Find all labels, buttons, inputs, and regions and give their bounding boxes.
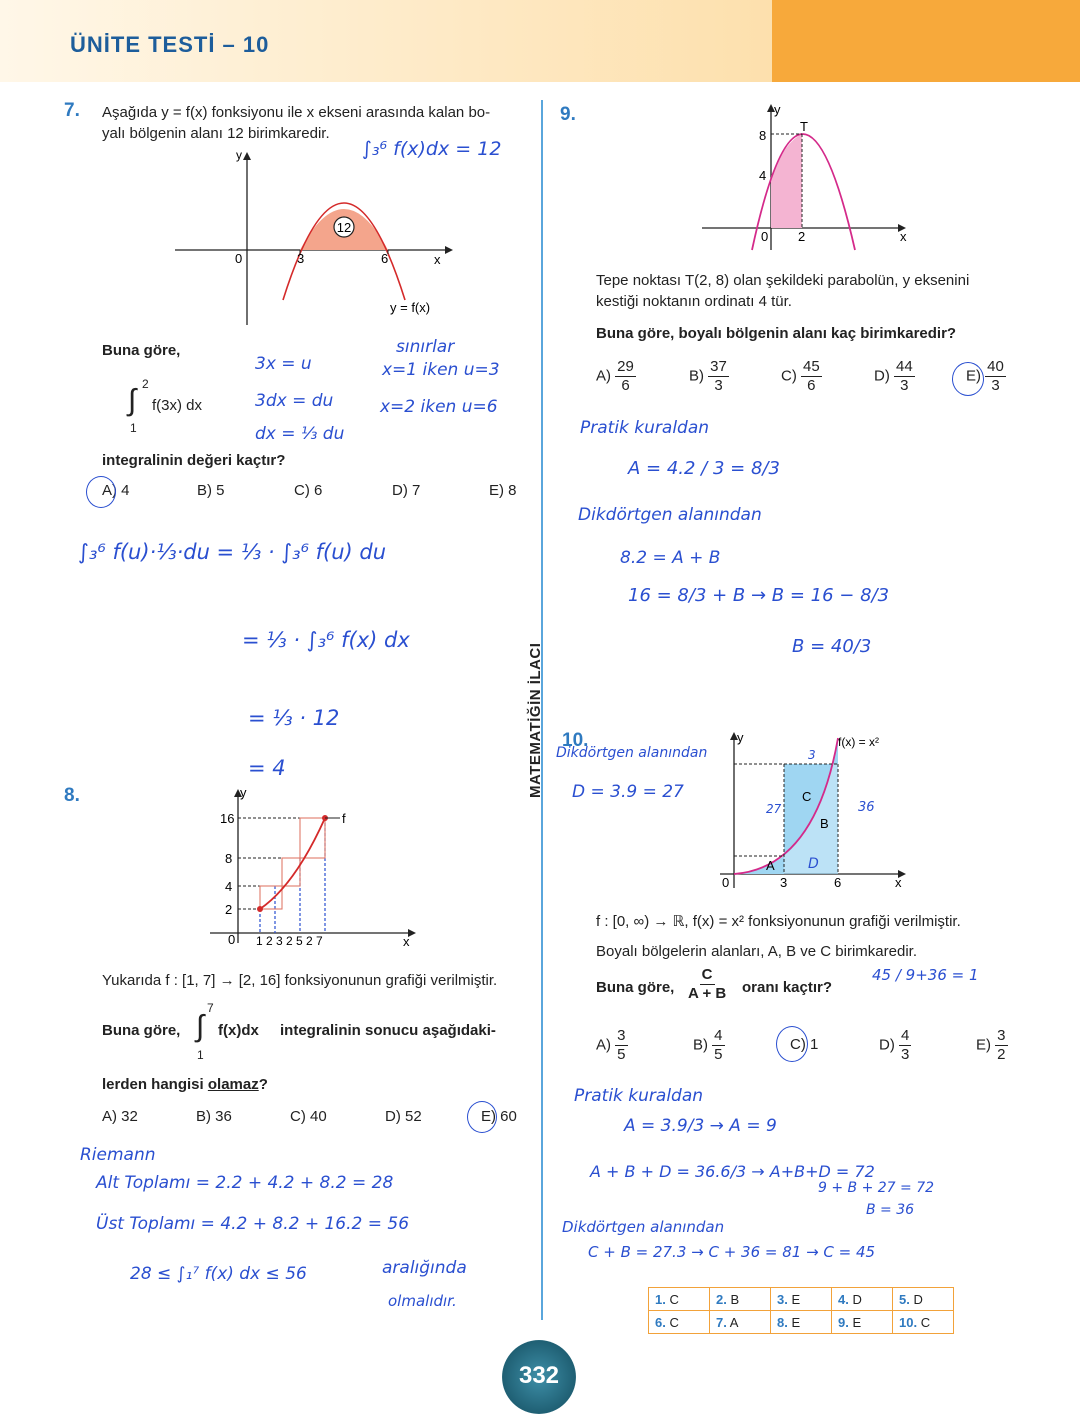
q8-y-label: y: [240, 785, 247, 800]
q7-hw-limit-1: x=1 iken u=3: [382, 360, 500, 380]
question-8-number: 8.: [64, 785, 80, 806]
q9-a-label: A): [596, 367, 611, 385]
answer-key-cell: [893, 1311, 954, 1334]
q7-int-lower: 1: [130, 421, 137, 435]
q9-hw-6: B = 40/3: [792, 636, 872, 657]
q10-ratio: [688, 966, 726, 1003]
q7-question: integralinin değeri kaçtır?: [102, 452, 286, 469]
q10-b-den: 5: [714, 1046, 723, 1063]
q8-y4: 4: [225, 879, 233, 894]
answer-num: 7.: [716, 1314, 727, 1330]
q7-int-upper: 2: [142, 377, 149, 391]
header-accent: [772, 0, 1080, 82]
q7-hw-sub2: 3dx = du: [255, 391, 334, 411]
q9-y4: 4: [759, 168, 767, 183]
q10-b-label: B): [693, 1036, 708, 1054]
question-9-number: 9.: [560, 104, 576, 125]
answer-key-cell: [893, 1288, 954, 1311]
q8-text-3a: lerden hangisi: [102, 1076, 208, 1093]
q8-hw-5: aralığında: [382, 1258, 467, 1278]
q10-a-label: A): [596, 1036, 611, 1054]
q7-text-1: Aşağıda y = f(x) fonksiyonu ile x ekseni arasında kalan bo-: [102, 104, 491, 121]
q9-e-frac: [985, 358, 1006, 395]
q9-b-num: 37: [710, 358, 727, 375]
answer-key-row: [649, 1311, 954, 1334]
q10-hw-ratio: 45 / 9+36 = 1: [872, 966, 979, 984]
q10-ratio-den: A + B: [688, 985, 727, 1002]
answer-letter: C: [669, 1291, 679, 1307]
q9-e-label: E): [966, 367, 981, 385]
q9-x-label: x: [900, 229, 907, 244]
q10-ratio-num: C: [701, 966, 713, 983]
q8-start-point: [257, 906, 263, 912]
q9-graph: [690, 100, 920, 260]
q10-option-d[interactable]: [879, 1027, 911, 1064]
q8-x-ticks: 1 2 3 2 5 2 7: [256, 934, 323, 948]
q10-x3: 3: [780, 875, 788, 890]
q7-area-label: 12: [336, 220, 352, 235]
q8-option-b[interactable]: B) 36: [196, 1108, 232, 1125]
q7-hw-given: ∫₃⁶ f(x)dx = 12: [362, 138, 502, 160]
answer-num: 4.: [838, 1291, 849, 1307]
q7-hw-step-4: = 4: [248, 756, 286, 780]
q7-text-2: yalı bölgenin alanı 12 birimkaredir.: [102, 125, 330, 142]
q8-y16: 16: [220, 811, 235, 826]
q9-option-c[interactable]: [781, 358, 822, 395]
q8-text-2: integralinin sonucu aşağıdaki-: [280, 1022, 496, 1039]
q8-f-label: f: [342, 811, 346, 826]
q10-text-1: f : [0, ∞) → ℝ, f(x) = x² fonksiyonunun grafiği verilmiştir.: [596, 913, 961, 930]
q8-curve: [260, 818, 325, 909]
answer-key-cell: [649, 1288, 710, 1311]
answer-key-cell: [649, 1311, 710, 1334]
q9-e-den: 3: [991, 377, 1000, 394]
answer-key-cell: [710, 1311, 771, 1334]
q9-option-d[interactable]: [874, 358, 915, 395]
q10-origin: 0: [722, 875, 730, 890]
q7-answer-circle: [86, 476, 116, 508]
q9-answer-circle: [952, 362, 984, 396]
q10-a-frac: [615, 1027, 627, 1064]
q9-b-label: B): [689, 367, 704, 385]
q9-option-a[interactable]: [596, 358, 636, 395]
answer-letter: A: [729, 1314, 739, 1330]
q10-b-frac: [712, 1027, 724, 1064]
q7-integral-sign: ∫: [128, 384, 137, 417]
q10-option-c[interactable]: C) 1: [790, 1036, 819, 1053]
q10-hw-4: A + B + D = 36.6/3 → A+B+D = 72: [590, 1162, 875, 1181]
q7-x-label: x: [434, 252, 441, 267]
q10-hw-5: 9 + B + 27 = 72: [818, 1180, 935, 1196]
q9-d-den: 3: [900, 377, 909, 394]
q8-option-c[interactable]: C) 40: [290, 1108, 327, 1125]
q8-y8: 8: [225, 851, 233, 866]
answer-num: 10.: [899, 1314, 918, 1330]
q8-buna-gore: Buna göre,: [102, 1022, 181, 1039]
q10-hw-g2: 36: [858, 800, 875, 815]
q10-b-num: 4: [714, 1027, 723, 1044]
answer-letter: C: [669, 1314, 679, 1330]
q9-c-num: 45: [803, 358, 820, 375]
answer-num: 5.: [899, 1291, 910, 1307]
q9-d-frac: [894, 358, 915, 395]
q10-hw-g3: 3: [808, 748, 816, 762]
q7-hw-step-2: = ⅓ · ∫₃⁶ f(x) dx: [242, 628, 410, 652]
q10-hw-1: D = 3.9 = 27: [572, 782, 684, 802]
q10-region-a: [734, 856, 784, 874]
q8-hw-2: Alt Toplamı = 2.2 + 4.2 + 8.2 = 28: [96, 1173, 394, 1193]
q8-option-a[interactable]: A) 32: [102, 1108, 138, 1125]
q9-origin: 0: [761, 229, 769, 244]
q10-hw-0: Dikdörtgen alanından: [556, 745, 708, 761]
q9-hw-4: 8.2 = A + B: [620, 548, 721, 568]
q10-d-den: 3: [901, 1046, 910, 1063]
q8-hw-6: olmalıdır.: [388, 1292, 457, 1310]
q10-hw-7: Dikdörtgen alanından: [562, 1218, 725, 1236]
q9-c-frac: [801, 358, 822, 395]
q8-text-1: Yukarıda f : [1, 7] → [2, 16] fonksiyonunun grafiği verilmiştir.: [102, 972, 498, 989]
q10-d-num: 4: [901, 1027, 910, 1044]
answer-key-cell: [771, 1288, 832, 1311]
answer-key-table: [648, 1287, 954, 1334]
q8-int-lower: 1: [197, 1048, 204, 1062]
q7-curve-label: y = f(x): [390, 300, 431, 315]
q7-y-label: y: [236, 148, 242, 162]
q8-integral-sign: ∫: [196, 1010, 205, 1043]
answer-key-row: [649, 1288, 954, 1311]
answer-letter: D: [852, 1291, 862, 1307]
q8-option-e[interactable]: E) 60: [481, 1108, 517, 1125]
q8-hw-3: Üst Toplamı = 4.2 + 8.2 + 16.2 = 56: [96, 1214, 410, 1234]
answer-key-cell: [832, 1288, 893, 1311]
q7-buna-gore: Buna göre,: [102, 342, 181, 359]
q7-option-a[interactable]: A) 4: [102, 482, 130, 499]
q8-text-3c: ?: [258, 1076, 268, 1093]
answer-num: 6.: [655, 1314, 666, 1330]
answer-letter: E: [791, 1314, 801, 1330]
answer-letter: C: [920, 1314, 931, 1330]
q9-question: Buna göre, boyalı bölgenin alanı kaç birimkaredir?: [596, 325, 957, 342]
q10-e-frac: [995, 1027, 1007, 1064]
q10-d-frac: [899, 1027, 911, 1064]
q10-c-label: C: [802, 789, 812, 804]
answer-key-cell: [832, 1311, 893, 1334]
q9-d-label: D): [874, 367, 890, 385]
q8-int-upper: 7: [207, 1001, 214, 1015]
q9-e-num: 40: [987, 358, 1004, 375]
answer-letter: E: [791, 1291, 801, 1307]
q9-hw-2: A = 4.2 / 3 = 8/3: [628, 458, 780, 479]
answer-num: 3.: [777, 1291, 788, 1307]
q8-y2: 2: [225, 902, 233, 917]
q8-graph: [200, 785, 430, 955]
q9-y8: 8: [759, 128, 767, 143]
q7-hw-sub3: dx = ⅓ du: [255, 424, 345, 444]
q10-e-num: 3: [997, 1027, 1006, 1044]
q8-hw-1: Riemann: [80, 1145, 156, 1165]
q10-x6: 6: [834, 875, 842, 890]
q10-a-num: 3: [617, 1027, 626, 1044]
q10-x-label: x: [895, 875, 902, 890]
answer-num: 9.: [838, 1314, 849, 1330]
q10-b-label: B: [820, 816, 829, 831]
answer-key-cell: [771, 1311, 832, 1334]
q9-option-b[interactable]: [689, 358, 729, 395]
q8-option-d[interactable]: D) 52: [385, 1108, 422, 1125]
q7-hw-step-1: ∫₃⁶ f(u)·⅓·du = ⅓ · ∫₃⁶ f(u) du: [78, 540, 387, 564]
q7-option-d[interactable]: D) 7: [392, 482, 421, 499]
q8-answer-circle: [467, 1101, 497, 1133]
answer-letter: E: [852, 1314, 862, 1330]
question-10-number: 10.: [562, 730, 589, 751]
q10-hw-g4: D: [808, 856, 819, 872]
q9-text-1: Tepe noktası T(2, 8) olan şekildeki parabolün, y eksenini: [596, 272, 970, 289]
q10-a-den: 5: [617, 1046, 626, 1063]
question-7-number: 7.: [64, 100, 80, 121]
q9-hw-5: 16 = 8/3 + B → B = 16 − 8/3: [628, 585, 890, 606]
unit-test-title: ÜNİTE TESTİ – 10: [70, 32, 270, 57]
q8-text-3b: olamaz: [207, 1076, 259, 1093]
q10-option-a[interactable]: [596, 1027, 628, 1064]
q9-a-num: 29: [617, 358, 634, 375]
q10-graph: [710, 728, 930, 898]
q10-question: oranı kaçtır?: [742, 979, 833, 996]
q9-b-den: 3: [714, 377, 723, 394]
q10-fx-label: f(x) = x²: [838, 735, 879, 749]
q7-option-b[interactable]: B) 5: [197, 482, 225, 499]
q8-text-3: [102, 1074, 268, 1095]
q9-b-frac: [708, 358, 729, 395]
page-header: [0, 0, 1080, 82]
q9-text-2: kestiği noktanın ordinatı 4 tür.: [596, 293, 792, 310]
q10-hw-8: C + B = 27.3 → C + 36 = 81 → C = 45: [588, 1243, 876, 1261]
q7-option-c[interactable]: C) 6: [294, 482, 323, 499]
q8-x-label: x: [403, 934, 410, 949]
answer-key-cell: [710, 1288, 771, 1311]
q8-origin: 0: [228, 932, 236, 947]
answer-letter: B: [730, 1291, 740, 1307]
q10-ratio-frac: [688, 966, 726, 1003]
answer-num: 2.: [716, 1291, 727, 1307]
q10-d-label: D): [879, 1036, 895, 1054]
q7-tick-6: 6: [381, 251, 389, 266]
q9-shaded-region: [771, 134, 802, 228]
q7-hw-step-3: = ⅓ · 12: [248, 706, 340, 730]
q7-tick-3: 3: [297, 251, 305, 266]
q9-c-label: C): [781, 367, 797, 385]
q9-a-den: 6: [621, 377, 630, 394]
q10-text-2: Boyalı bölgelerin alanları, A, B ve C birimkaredir.: [596, 943, 917, 960]
q10-a-label: A: [766, 858, 775, 873]
answer-num: 1.: [655, 1291, 666, 1307]
q7-hw-limit-2: x=2 iken u=6: [380, 397, 498, 417]
q9-c-den: 6: [807, 377, 816, 394]
q10-hw-3: A = 3.9/3 → A = 9: [624, 1116, 777, 1136]
q7-origin-label: 0: [235, 251, 243, 266]
q9-hw-3: Dikdörtgen alanından: [578, 505, 762, 525]
q10-option-b[interactable]: [693, 1027, 725, 1064]
q9-d-num: 44: [896, 358, 913, 375]
answer-num: 8.: [777, 1314, 788, 1330]
page-number: 332: [518, 1362, 560, 1389]
q10-option-e[interactable]: [976, 1027, 1008, 1064]
q7-graph: [170, 150, 460, 330]
q7-hw-limits-title: sınırlar: [396, 337, 455, 357]
q9-a-frac: [615, 358, 636, 395]
q7-integrand: f(3x) dx: [152, 397, 203, 414]
q7-hw-sub1: 3x = u: [255, 354, 312, 374]
q10-e-den: 2: [997, 1046, 1006, 1063]
q9-hw-1: Pratik kuraldan: [580, 418, 710, 438]
q10-hw-6: B = 36: [866, 1202, 915, 1218]
q10-hw-2: Pratik kuraldan: [574, 1086, 704, 1106]
q10-e-label: E): [976, 1036, 991, 1054]
answer-letter: D: [913, 1291, 923, 1307]
q10-hw-g1: 27: [766, 802, 782, 816]
q10-y-label: y: [737, 730, 744, 745]
q9-vertex-label: T: [800, 119, 808, 134]
q9-y-label: y: [774, 102, 781, 117]
q9-x2: 2: [798, 229, 806, 244]
page-number-badge: [502, 1340, 576, 1414]
q7-option-e[interactable]: E) 8: [489, 482, 517, 499]
q10-answer-circle: [776, 1026, 808, 1062]
q10-buna-gore: Buna göre,: [596, 979, 675, 996]
side-brand: MATEMATİĞİN İLACI: [527, 642, 544, 798]
q8-hw-4: 28 ≤ ∫₁⁷ f(x) dx ≤ 56: [130, 1264, 307, 1284]
q8-integrand: f(x)dx: [218, 1022, 259, 1039]
